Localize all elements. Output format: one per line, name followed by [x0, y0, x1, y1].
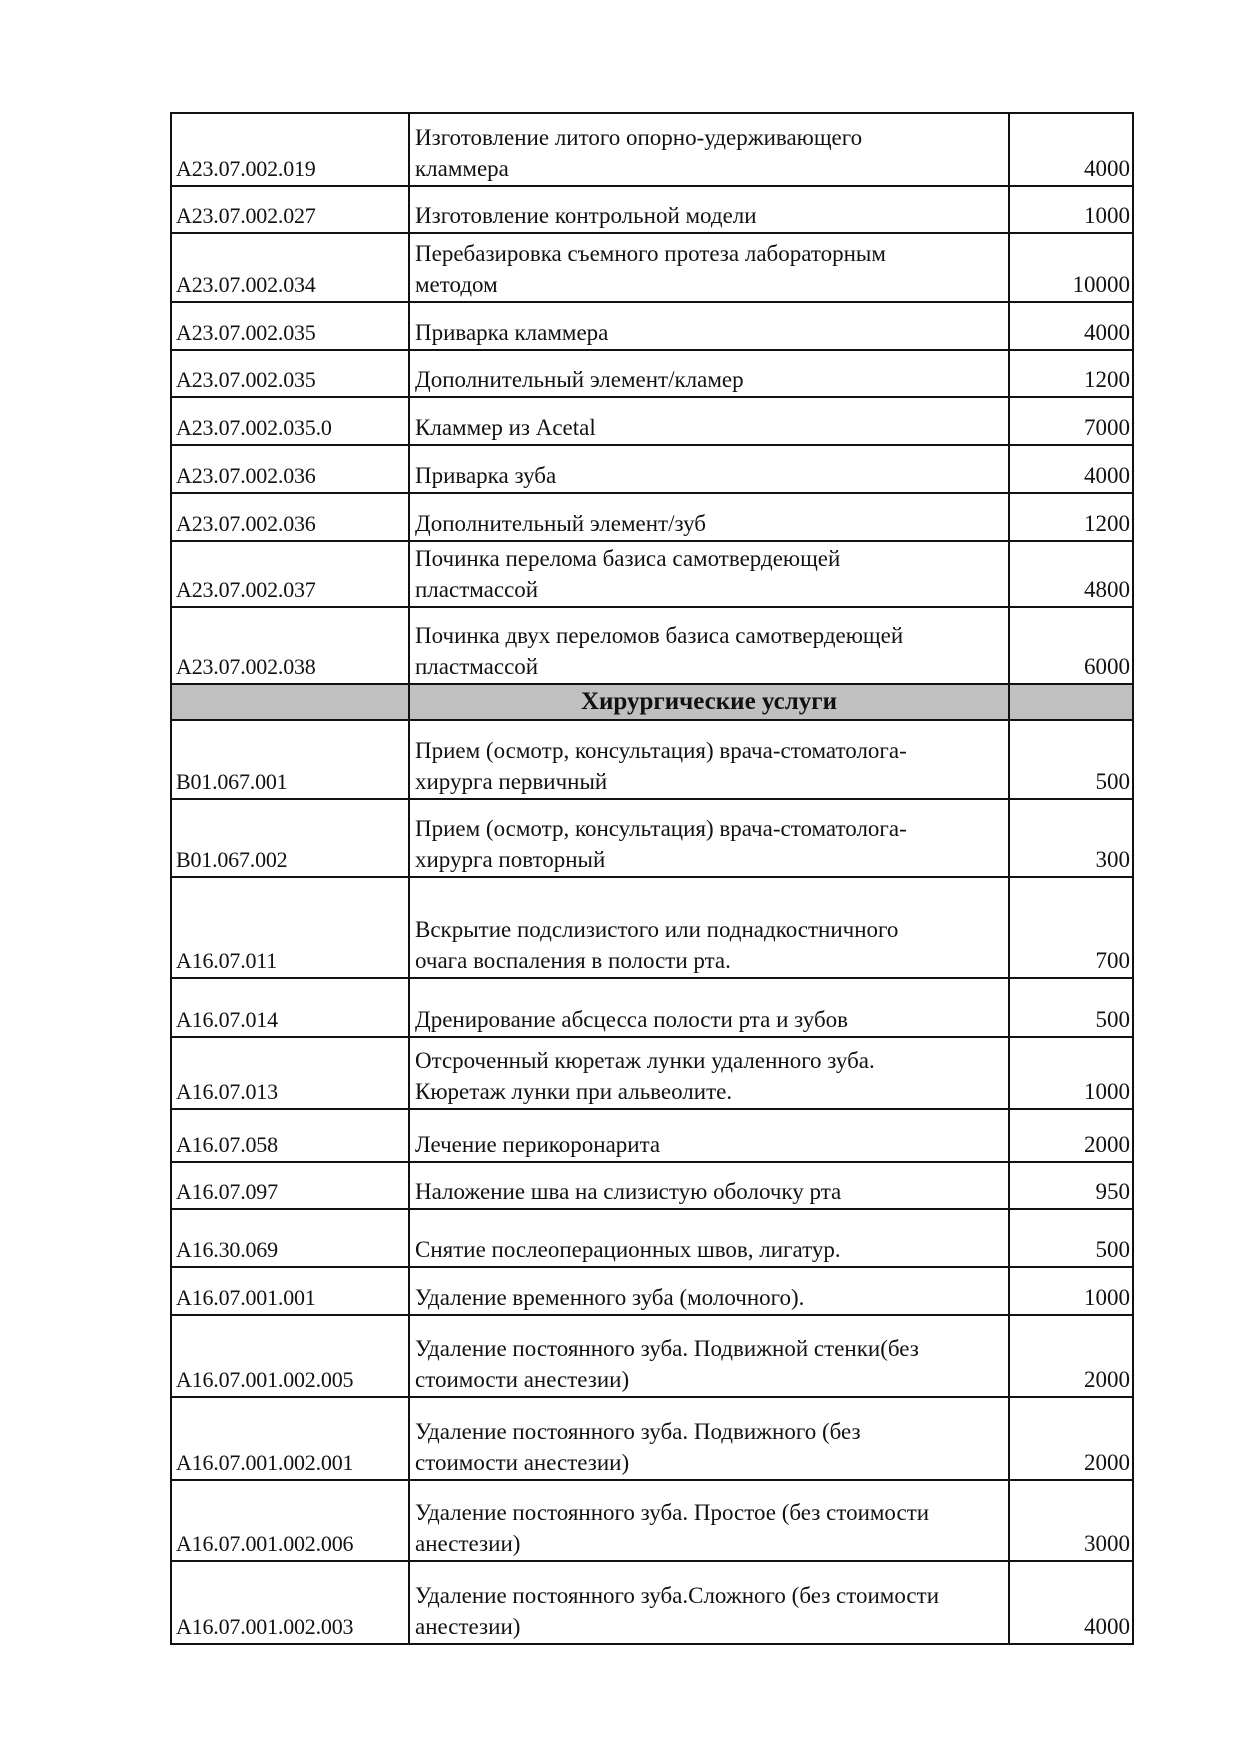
- service-name-cell: [409, 186, 1009, 233]
- service-name-cell: [409, 1480, 1009, 1561]
- table-row: [171, 1109, 1133, 1162]
- service-code-cell: A16.07.013: [171, 1037, 409, 1109]
- service-name-line: Починка перелома базиса самотвердеющей: [415, 546, 841, 571]
- service-code-cell: A16.07.014: [171, 978, 409, 1037]
- table-row: [171, 1315, 1133, 1397]
- service-price-cell: 1200: [1009, 493, 1133, 541]
- service-name-line: кламмера: [415, 156, 509, 181]
- service-code-cell: B01.067.002: [171, 799, 409, 877]
- service-code-cell: A16.07.001.002.003: [171, 1561, 409, 1644]
- table-row: [171, 302, 1133, 350]
- table-row: [171, 877, 1133, 978]
- service-name-cell: [409, 397, 1009, 445]
- service-name-cell: [409, 978, 1009, 1037]
- service-name-line: Отсроченный кюретаж лунки удаленного зуба.: [415, 1048, 875, 1073]
- table-row: [171, 607, 1133, 684]
- table-row: [171, 541, 1133, 607]
- table-row: [171, 445, 1133, 493]
- table-row: [171, 1267, 1133, 1315]
- service-code-cell: A23.07.002.037: [171, 541, 409, 607]
- table-row: [171, 799, 1133, 877]
- service-price-cell: 2000: [1009, 1397, 1133, 1480]
- section-header-empty-cell: [1009, 684, 1133, 720]
- service-name-line: анестезии): [415, 1531, 521, 1556]
- service-price-cell: 10000: [1009, 233, 1133, 302]
- service-code-cell: A23.07.002.038: [171, 607, 409, 684]
- service-price-cell: 2000: [1009, 1109, 1133, 1162]
- service-name-cell: [409, 1267, 1009, 1315]
- service-price-cell: 500: [1009, 1209, 1133, 1267]
- service-code-cell: A16.07.058: [171, 1109, 409, 1162]
- service-name-line: Удаление постоянного зуба. Подвижной стенки(без: [415, 1336, 919, 1361]
- service-price-cell: 950: [1009, 1162, 1133, 1209]
- service-price-cell: 4000: [1009, 113, 1133, 186]
- service-name-cell: [409, 1109, 1009, 1162]
- service-name-cell: [409, 1162, 1009, 1209]
- service-price-cell: 1000: [1009, 1037, 1133, 1109]
- service-name-line: Дренирование абсцесса полости рта и зубов: [415, 1007, 849, 1032]
- service-name-line: Приварка кламмера: [415, 320, 609, 345]
- table-row: [171, 350, 1133, 397]
- table-row: [171, 1397, 1133, 1480]
- service-name-cell: [409, 1037, 1009, 1109]
- service-name-cell: [409, 1315, 1009, 1397]
- section-header-empty-cell: [171, 684, 409, 720]
- table-row: [171, 1037, 1133, 1109]
- service-code-cell: A16.07.001.002.005: [171, 1315, 409, 1397]
- service-code-cell: A16.07.001.002.006: [171, 1480, 409, 1561]
- table-row: [171, 113, 1133, 186]
- service-name-line: Приварка зуба: [415, 463, 557, 488]
- service-name-cell: [409, 350, 1009, 397]
- service-code-cell: A16.30.069: [171, 1209, 409, 1267]
- service-price-cell: 500: [1009, 720, 1133, 799]
- service-name-line: анестезии): [415, 1614, 521, 1639]
- table-row: [171, 1162, 1133, 1209]
- service-price-cell: 4000: [1009, 302, 1133, 350]
- service-code-cell: A23.07.002.019: [171, 113, 409, 186]
- service-name-line: Кламмер из Acetal: [415, 415, 596, 440]
- service-name-cell: [409, 233, 1009, 302]
- table-body-surgical: [171, 720, 1133, 1644]
- service-name-line: Удаление постоянного зуба. Простое (без стоимости: [415, 1500, 930, 1525]
- service-price-cell: 1200: [1009, 350, 1133, 397]
- service-code-cell: A23.07.002.036: [171, 445, 409, 493]
- service-name-cell: [409, 720, 1009, 799]
- section-title: Хирургические услуги: [409, 684, 1009, 720]
- service-name-cell: [409, 1209, 1009, 1267]
- service-name-line: Прием (осмотр, консультация) врача-стоматолога-: [415, 816, 907, 841]
- table-row: [171, 1209, 1133, 1267]
- service-name-line: Вскрытие подслизистого или поднадкостничного: [415, 917, 899, 942]
- service-name-line: Дополнительный элемент/кламер: [415, 367, 744, 392]
- service-code-cell: A16.07.011: [171, 877, 409, 978]
- service-name-cell: [409, 877, 1009, 978]
- service-price-cell: 3000: [1009, 1480, 1133, 1561]
- table-row: [171, 186, 1133, 233]
- service-price-cell: 1000: [1009, 1267, 1133, 1315]
- service-price-cell: 700: [1009, 877, 1133, 978]
- service-name-line: Прием (осмотр, консультация) врача-стоматолога-: [415, 738, 907, 763]
- table-row: [171, 493, 1133, 541]
- service-name-cell: [409, 445, 1009, 493]
- service-name-line: методом: [415, 272, 498, 297]
- section-header-row: [171, 684, 1133, 720]
- service-name-line: Починка двух переломов базиса самотвердеющей: [415, 623, 904, 648]
- service-name-line: Наложение шва на слизистую оболочку рта: [415, 1179, 842, 1204]
- table-row: [171, 233, 1133, 302]
- service-price-cell: 300: [1009, 799, 1133, 877]
- service-code-cell: A23.07.002.035.0: [171, 397, 409, 445]
- table-row: [171, 1480, 1133, 1561]
- table-row: [171, 397, 1133, 445]
- service-name-line: стоимости анестезии): [415, 1450, 630, 1475]
- service-name-line: пластмассой: [415, 577, 539, 602]
- service-name-line: Изготовление литого опорно-удерживающего: [415, 125, 863, 150]
- service-name-cell: [409, 1397, 1009, 1480]
- service-name-line: Перебазировка съемного протеза лабораторным: [415, 241, 886, 266]
- service-code-cell: A23.07.002.034: [171, 233, 409, 302]
- service-price-cell: 4800: [1009, 541, 1133, 607]
- service-name-cell: [409, 1561, 1009, 1644]
- service-name-cell: [409, 541, 1009, 607]
- service-name-line: пластмассой: [415, 654, 539, 679]
- service-name-line: Изготовление контрольной модели: [415, 203, 757, 228]
- service-code-cell: A23.07.002.035: [171, 350, 409, 397]
- table-body-section-header: [171, 684, 1133, 720]
- service-name-line: Кюретаж лунки при альвеолите.: [415, 1079, 733, 1104]
- service-name-line: стоимости анестезии): [415, 1367, 630, 1392]
- service-name-cell: [409, 493, 1009, 541]
- service-name-line: хирурга первичный: [415, 769, 608, 794]
- service-name-cell: [409, 302, 1009, 350]
- service-code-cell: A23.07.002.035: [171, 302, 409, 350]
- service-name-line: Снятие послеоперационных швов, лигатур.: [415, 1237, 841, 1262]
- service-code-cell: A16.07.001.002.001: [171, 1397, 409, 1480]
- service-code-cell: B01.067.001: [171, 720, 409, 799]
- service-price-cell: 7000: [1009, 397, 1133, 445]
- service-name-line: очага воспаления в полости рта.: [415, 948, 731, 973]
- service-price-cell: 1000: [1009, 186, 1133, 233]
- service-price-cell: 6000: [1009, 607, 1133, 684]
- service-code-cell: A23.07.002.036: [171, 493, 409, 541]
- table-body-prosthetics: [171, 113, 1133, 684]
- service-name-line: Удаление постоянного зуба.Сложного (без стоимости: [415, 1583, 940, 1608]
- service-name-line: Лечение перикоронарита: [415, 1132, 661, 1157]
- service-price-cell: 4000: [1009, 445, 1133, 493]
- service-price-cell: 4000: [1009, 1561, 1133, 1644]
- price-list-table: [170, 112, 1134, 1645]
- service-name-line: Удаление постоянного зуба. Подвижного (без: [415, 1419, 861, 1444]
- service-price-cell: 2000: [1009, 1315, 1133, 1397]
- service-code-cell: A16.07.001.001: [171, 1267, 409, 1315]
- service-name-line: Дополнительный элемент/зуб: [415, 511, 706, 536]
- table-row: [171, 978, 1133, 1037]
- service-name-cell: [409, 799, 1009, 877]
- table-row: [171, 1561, 1133, 1644]
- service-name-cell: [409, 113, 1009, 186]
- service-name-line: хирурга повторный: [415, 847, 606, 872]
- service-name-cell: [409, 607, 1009, 684]
- service-name-line: Удаление временного зуба (молочного).: [415, 1285, 805, 1310]
- service-code-cell: A23.07.002.027: [171, 186, 409, 233]
- service-price-cell: 500: [1009, 978, 1133, 1037]
- service-code-cell: A16.07.097: [171, 1162, 409, 1209]
- table-row: [171, 720, 1133, 799]
